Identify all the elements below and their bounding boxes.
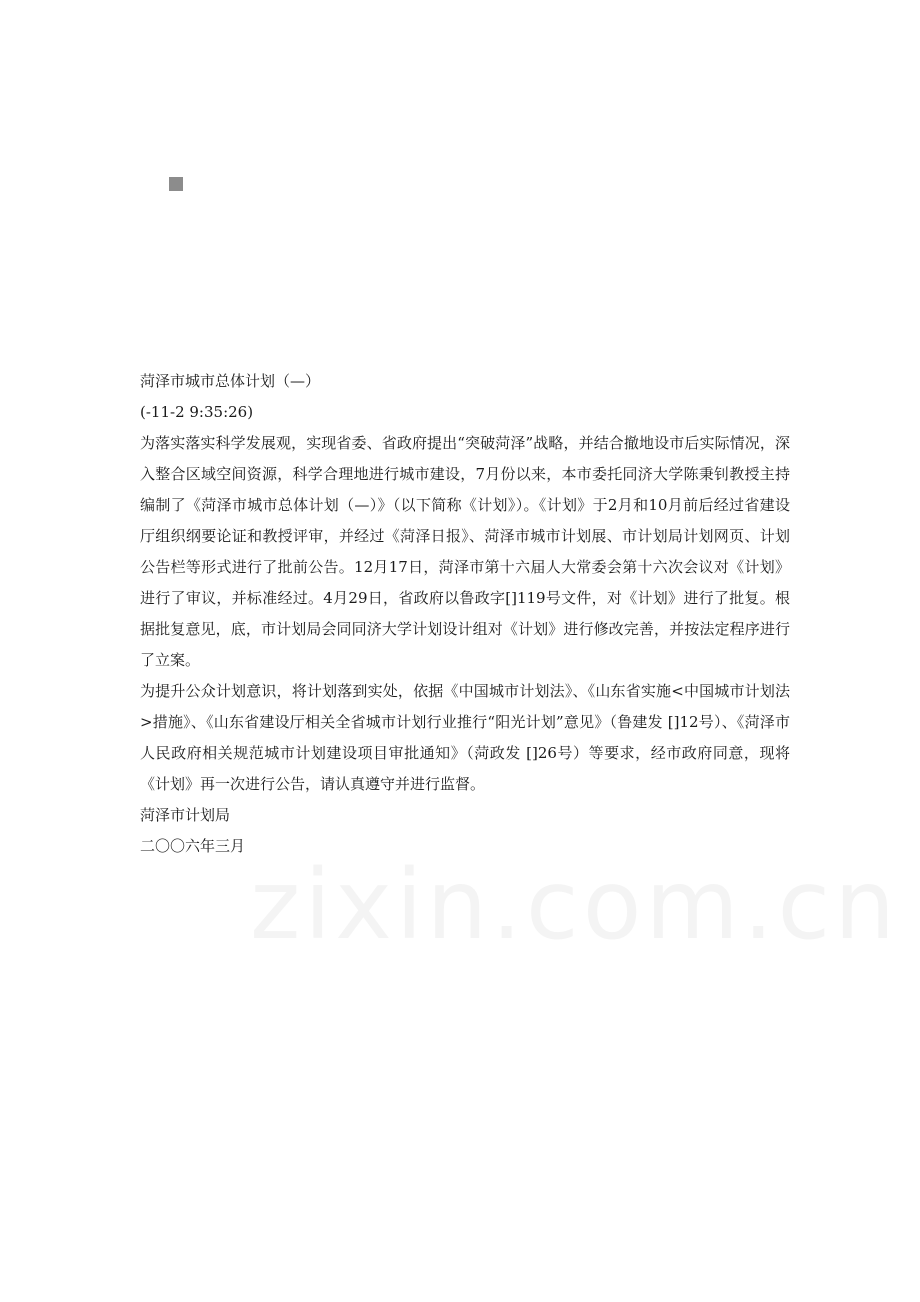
paragraph-2: 为提升公众计划意识，将计划落到实处，依据《中国城市计划法》、《山东省实施<中国城市计划法>措施》、《山东省建设厅相关全省城市计划行业推行“阳光计划”意见》（鲁建发 []12号）、《菏泽市人民政府相关规范城市计划建设项目审批通知》（菏政发 []26号）等要求，经市政府同意，现将《计划》再一次进行公告，请认真遵守并进行监督。: [140, 682, 790, 793]
document-body: [140, 366, 790, 862]
issuer: 菏泽市计划局: [140, 806, 231, 824]
document-title: 菏泽市城市总体计划（—）: [140, 372, 321, 390]
watermark: zixin.com.cn: [250, 849, 900, 961]
publish-timestamp: (-11-2 9:35:26): [140, 403, 254, 421]
bullet-square-icon: [169, 177, 183, 191]
paragraph-1: 为落实落实科学发展观，实现省委、省政府提出“突破菏泽”战略，并结合撤地设市后实际情况，深入整合区域空间资源，科学合理地进行城市建设，7月份以来，本市委托同济大学陈秉钊教授主持编制了《菏泽市城市总体计划（—）》（以下简称《计划》）。《计划》于2月和10月前后经过省建设厅组织纲要论证和教授评审，并经过《菏泽日报》、菏泽市城市计划展、市计划局计划网页、计划公告栏等形式进行了批前公告。12月17日，菏泽市第十六届人大常委会第十六次会议对《计划》进行了审议，并标准经过。4月29日，省政府以鲁政字[]119号文件，对《计划》进行了批复。根据批复意见，底，市计划局会同同济大学计划设计组对《计划》进行修改完善，并按法定程序进行了立案。: [140, 434, 790, 669]
issue-date: 二〇〇六年三月: [140, 837, 246, 855]
